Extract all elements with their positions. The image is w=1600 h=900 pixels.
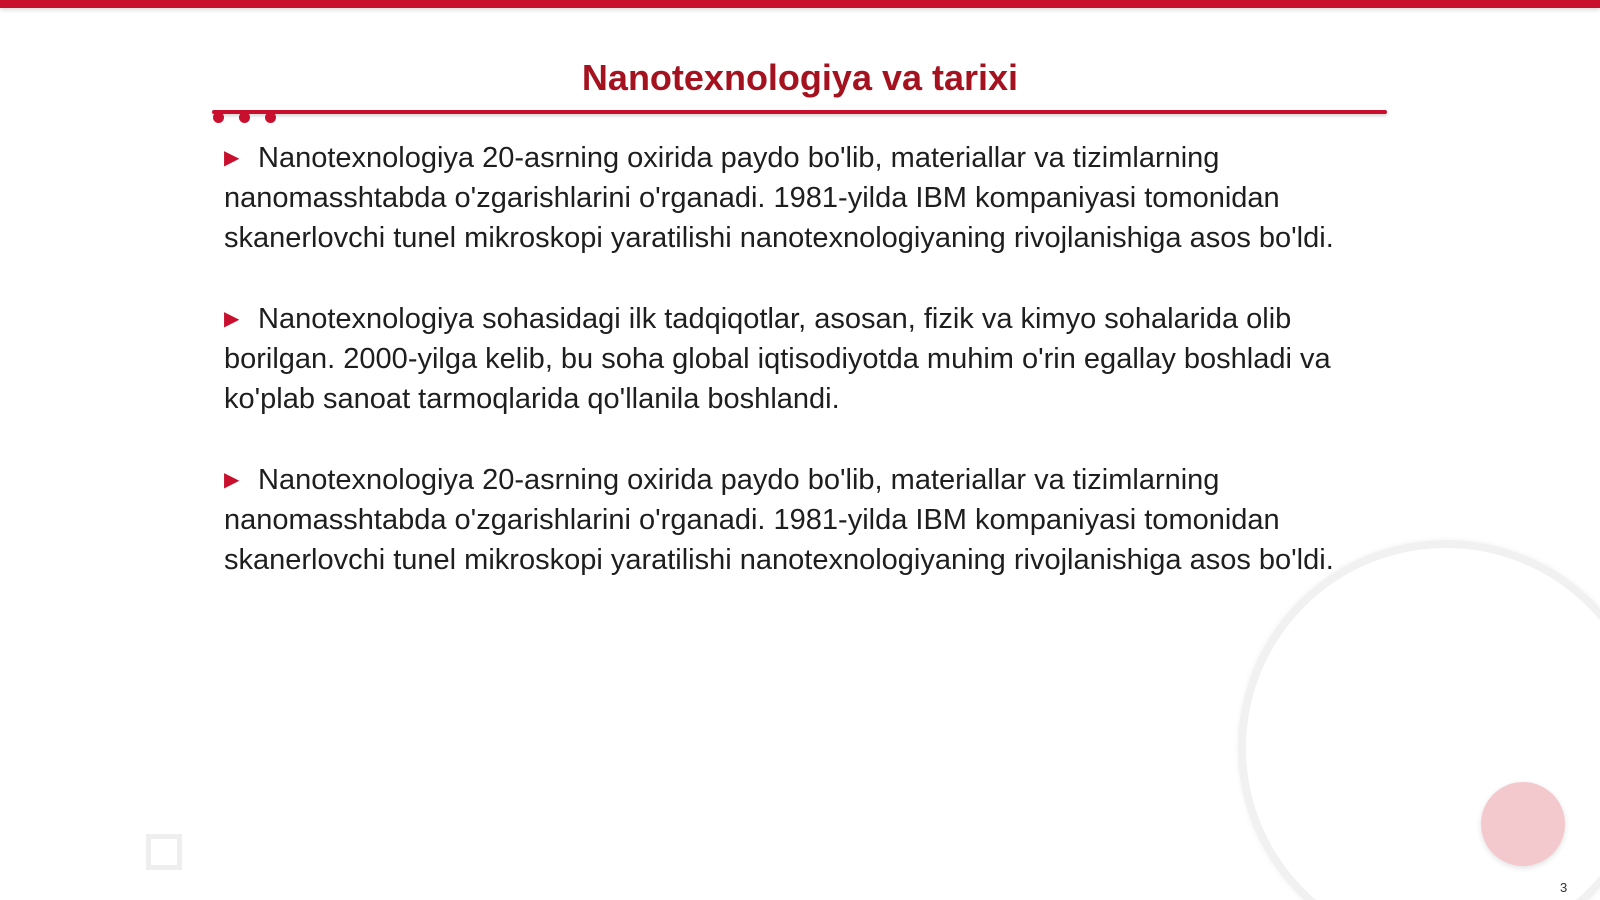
bullet-list	[224, 138, 1374, 621]
bullet-item	[224, 460, 1374, 580]
decor-dot	[265, 112, 276, 123]
triangle-right-icon: ▶	[224, 308, 240, 330]
page-number: 3	[1560, 880, 1568, 895]
decor-dot	[213, 112, 224, 123]
bullet-text: Nanotexnologiya sohasidagi ilk tadqiqotlar, asosan, fizik va kimyo sohalarida olib borilgan. 2000-yilga kelib, bu soha global iqtisodiyotda muhim o'rin egallay boshladi va ko'plab sanoat tarmoqlarida qo'llanila boshlandi.	[224, 303, 1331, 415]
bullet-item	[224, 138, 1374, 258]
bullet-item	[224, 299, 1374, 419]
decor-dot	[239, 112, 250, 123]
title-underline	[212, 110, 1387, 114]
bullet-text: Nanotexnologiya 20-asrning oxirida paydo bo'lib, materiallar va tizimlarning nanomasshtabda o'zgarishlarini o'rganadi. 1981-yilda IBM kompaniyasi tomonidan skanerlovchi tunel mikroskopi yaratilishi nanotexnologiyaning rivojlanishiga asos bo'ldi.	[224, 464, 1334, 576]
triangle-right-icon: ▶	[224, 147, 240, 169]
slide-title: Nanotexnologiya va tarixi	[581, 57, 1019, 98]
decor-square-outline	[146, 834, 182, 870]
triangle-right-icon: ▶	[224, 469, 240, 491]
top-accent-bar	[0, 0, 1600, 8]
bullet-text: Nanotexnologiya 20-asrning oxirida paydo bo'lib, materiallar va tizimlarning nanomasshtabda o'zgarishlarini o'rganadi. 1981-yilda IBM kompaniyasi tomonidan skanerlovchi tunel mikroskopi yaratilishi nanotexnologiyaning rivojlanishiga asos bo'ldi.	[224, 142, 1334, 254]
decor-circle-pink	[1481, 782, 1565, 866]
